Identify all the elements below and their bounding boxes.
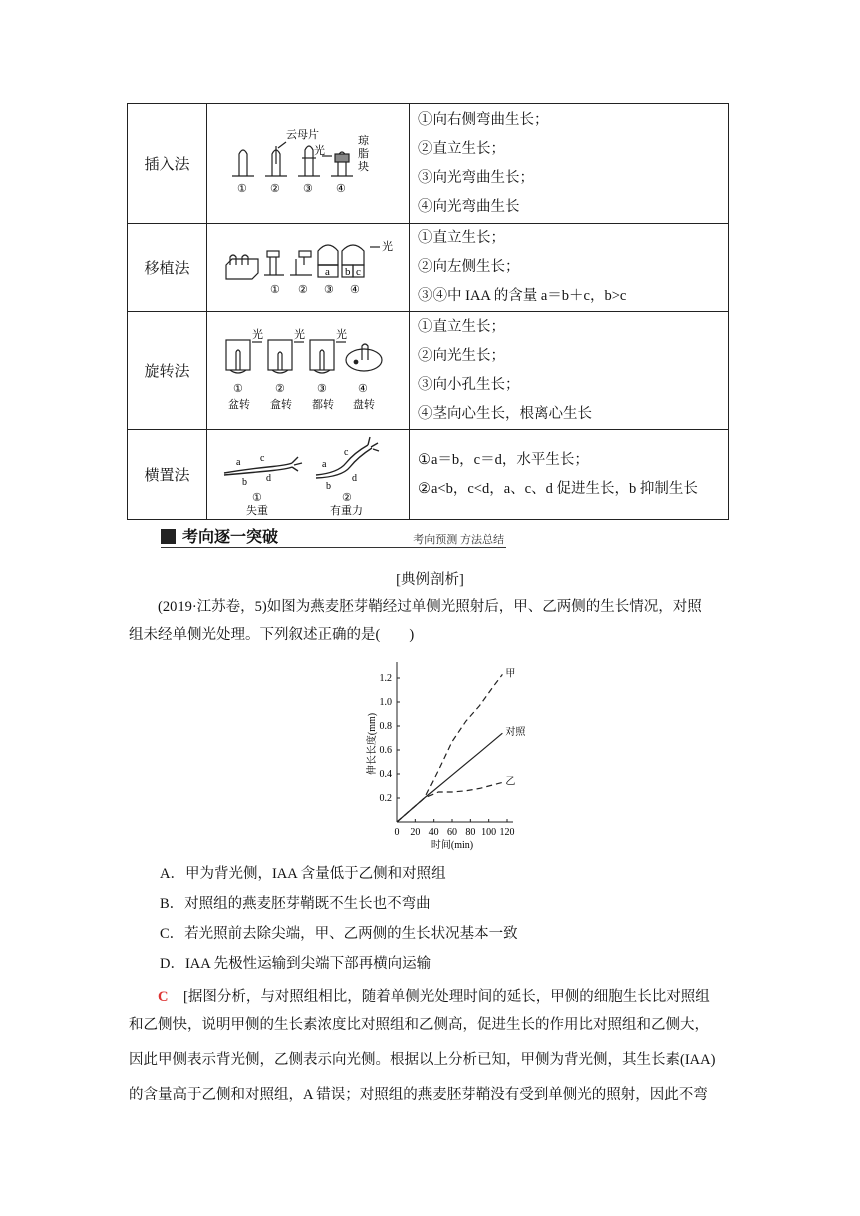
- method-description: [410, 224, 729, 312]
- method-description: [410, 104, 729, 224]
- method-table: [127, 103, 729, 520]
- option-d: D．IAA 先极性运输到尖端下部再横向运输: [160, 956, 432, 972]
- desc-line: ③向小孔生长；: [418, 376, 520, 393]
- answer-letter: C: [158, 989, 169, 1005]
- horizontal-figure: [207, 430, 410, 520]
- fig-label: 盆转: [228, 398, 250, 411]
- answer-text: [据图分析，与对照组相比，随着单侧光处理时间的延长，甲侧的细胞生长比对照组: [182, 989, 710, 1005]
- fig-label: 都转: [312, 398, 334, 411]
- method-name: 横置法: [128, 430, 207, 520]
- fig-label: 光: [314, 144, 325, 157]
- fig-label: ③: [317, 382, 327, 395]
- section-title: [典例剖析]: [396, 572, 464, 588]
- fig-label: 琼: [358, 134, 369, 147]
- series-line: [397, 674, 502, 822]
- table-row: [128, 430, 729, 520]
- transplant-figure: [207, 224, 410, 312]
- fig-label: 盒转: [270, 398, 292, 411]
- y-tick-label: 1.2: [379, 673, 392, 684]
- answer-line: 因此甲侧表示背光侧，乙侧表示向光侧。根据以上分析已知，甲侧为背光侧，其生长素(IAA): [129, 1052, 716, 1068]
- answer-line: 的含量高于乙侧和对照组，A 错误；对照组的燕麦胚芽鞘没有受到单侧光的照射，因此不弯: [129, 1087, 708, 1103]
- fig-label: ①: [237, 182, 247, 195]
- desc-line: ④茎向心生长，根离心生长: [418, 405, 592, 422]
- fig-label: ①: [252, 491, 262, 504]
- method-name: 旋转法: [128, 312, 207, 430]
- series-label: 对照: [505, 727, 526, 739]
- fig-label: ①: [270, 283, 280, 296]
- fig-label: c: [356, 265, 361, 278]
- y-tick-label: 1.0: [379, 697, 392, 708]
- y-tick-label: 0.2: [379, 793, 392, 804]
- desc-line: ①向右侧弯曲生长；: [418, 111, 549, 128]
- fig-label: b: [242, 476, 247, 488]
- growth-chart: [355, 658, 535, 854]
- x-tick-label: 40: [428, 827, 439, 838]
- fig-label: b: [326, 480, 331, 492]
- answer-line: 和乙侧快，说明甲侧的生长素浓度比对照组和乙侧高，促进生长的作用比对照组和乙侧大，: [129, 1017, 709, 1033]
- x-tick-label: 120: [499, 827, 515, 838]
- fig-label: b: [345, 265, 351, 278]
- x-tick-label: 100: [481, 827, 497, 838]
- x-tick-label: 20: [410, 827, 421, 838]
- fig-label: 有重力: [330, 504, 363, 517]
- question-line: (2019·江苏卷，5)如图为燕麦胚芽鞘经过单侧光照射后，甲、乙两侧的生长情况，对照: [158, 599, 702, 615]
- desc-line: ②向左侧生长；: [418, 259, 520, 275]
- fig-label: ②: [270, 182, 280, 195]
- fig-label: d: [352, 472, 357, 484]
- fig-label: c: [344, 446, 349, 458]
- fig-label: 云母片: [286, 128, 319, 141]
- fig-label: ①: [233, 382, 243, 395]
- fig-label: a: [322, 458, 327, 470]
- desc-line: ③向光弯曲生长；: [418, 169, 534, 186]
- fig-label: ③: [303, 182, 313, 195]
- banner-square-icon: [161, 529, 176, 544]
- answer-line: [129, 983, 732, 1011]
- desc-line: ①a＝b，c＝d，水平生长；: [418, 451, 589, 468]
- fig-label: 光: [252, 328, 263, 341]
- series-label: 乙: [505, 776, 516, 788]
- method-name: 插入法: [128, 104, 207, 224]
- desc-line: ③④中 IAA 的含量 a＝b＋c，b>c: [418, 288, 627, 304]
- desc-line: ②直立生长；: [418, 140, 505, 157]
- desc-line: ①直立生长；: [418, 318, 505, 335]
- table-row: [128, 104, 729, 224]
- desc-line: ②a<b，c<d，a、c、d 促进生长，b 抑制生长: [418, 480, 698, 497]
- fig-label: 盘转: [353, 398, 375, 411]
- y-tick-label: 0.6: [379, 745, 392, 756]
- series-label: 甲: [505, 668, 516, 680]
- option-b: B．对照组的燕麦胚芽鞘既不生长也不弯曲: [160, 896, 431, 912]
- y-axis-label: 伸长长度(mm): [367, 712, 378, 776]
- y-tick-label: 0.4: [379, 769, 392, 780]
- fig-label: a: [325, 265, 330, 278]
- fig-label: ②: [298, 283, 308, 296]
- desc-line: ②向光生长；: [418, 347, 505, 364]
- method-description: [410, 430, 729, 520]
- desc-line: ①直立生长；: [418, 230, 505, 246]
- series-line: [397, 782, 502, 822]
- fig-label: d: [266, 472, 271, 484]
- fig-label: 块: [358, 160, 369, 173]
- fig-label: ④: [350, 283, 360, 296]
- fig-label: 失重: [246, 504, 268, 517]
- section-banner: [161, 527, 506, 549]
- banner-subtitle: 考向预测 方法总结: [413, 534, 504, 546]
- x-tick-label: 0: [394, 827, 400, 838]
- fig-label: 光: [336, 328, 347, 341]
- desc-line: ④向光弯曲生长: [418, 198, 520, 215]
- fig-label: ②: [342, 491, 352, 504]
- table-row: [128, 312, 729, 430]
- rotation-figure: [207, 312, 410, 430]
- insertion-figure: [207, 104, 410, 224]
- fig-label: ③: [324, 283, 334, 296]
- question-line: 组未经单侧光处理。下列叙述正确的是( ): [129, 627, 415, 643]
- banner-title: 考向逐一突破: [182, 527, 279, 546]
- fig-label: 光: [382, 240, 393, 253]
- method-description: [410, 312, 729, 430]
- fig-label: ④: [336, 182, 346, 195]
- fig-label: ④: [358, 382, 368, 395]
- fig-label: c: [260, 452, 265, 464]
- option-c: C．若光照前去除尖端，甲、乙两侧的生长状况基本一致: [160, 926, 518, 942]
- x-tick-label: 60: [447, 827, 457, 838]
- method-name: 移植法: [128, 224, 207, 312]
- x-tick-label: 80: [465, 827, 476, 838]
- table-row: [128, 224, 729, 312]
- fig-label: a: [236, 456, 241, 468]
- fig-label: 光: [294, 328, 305, 341]
- option-a: A．甲为背光侧，IAA 含量低于乙侧和对照组: [160, 866, 446, 882]
- fig-label: 脂: [358, 147, 369, 160]
- fig-label: ②: [275, 382, 285, 395]
- x-axis-label: 时间(min): [430, 840, 474, 851]
- y-tick-label: 0.8: [379, 721, 392, 732]
